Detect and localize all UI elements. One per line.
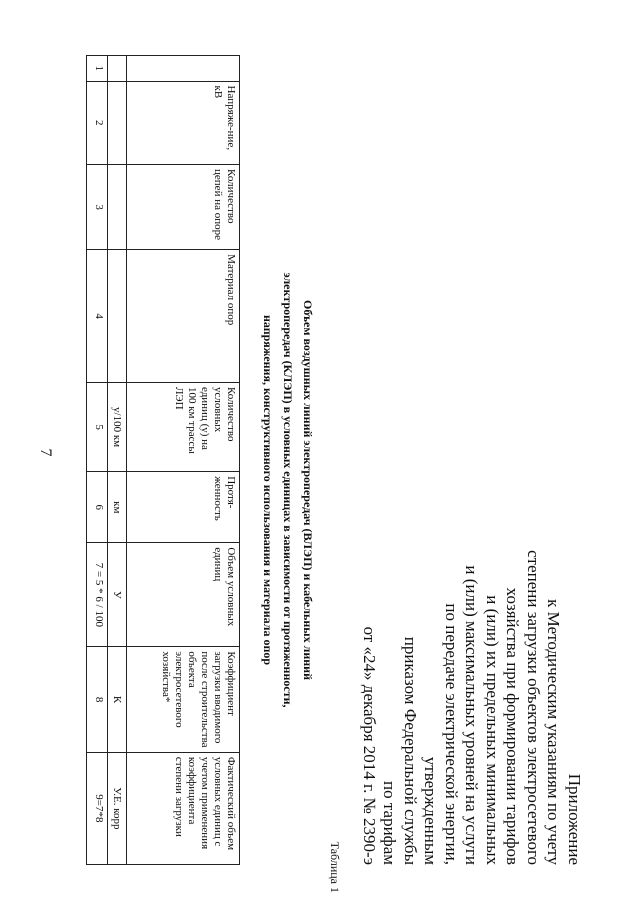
unit-cell: у/100 км xyxy=(108,382,127,471)
number-cell: 9=7*8 xyxy=(87,752,108,864)
units-row xyxy=(108,56,127,865)
header-cell: Количество условных единиц (у) на 100 км трассы ЛЭП xyxy=(127,382,240,471)
header-row xyxy=(127,56,240,865)
unit-cell: У xyxy=(108,543,127,647)
appendix-line: от «24» декабря 2014 г. № 2390-э xyxy=(360,626,379,865)
number-cell: 5 xyxy=(87,382,108,471)
unit-cell: У.Е. корр xyxy=(108,752,127,864)
header-cell: Объем условных единиц xyxy=(127,543,240,647)
page-number: 7 xyxy=(37,448,54,457)
number-cell: 8 xyxy=(87,647,108,753)
data-table xyxy=(86,55,240,865)
appendix-line: хозяйства при формировании тарифов xyxy=(503,587,523,865)
unit-cell xyxy=(108,165,127,250)
appendix-line: и (или) их предельных минимальных xyxy=(483,595,502,865)
number-cell: 7 = 5 * 6 / 100 xyxy=(87,543,108,647)
header-cell xyxy=(127,56,240,82)
appendix-line: степени загрузки объектов электросетевого xyxy=(524,550,543,865)
appendix-line: и (или) максимальных уровней на услуги xyxy=(462,565,482,865)
number-cell: 4 xyxy=(87,250,108,383)
title-line: Объем воздушных линий электропередач (ВЛЭП) и кабельных линий xyxy=(301,299,315,681)
appendix-line: утвержденным xyxy=(421,756,441,865)
header-cell: Протя-женность xyxy=(127,472,240,543)
unit-cell: км xyxy=(108,472,127,543)
title-line: напряжения, конструктивного использования и материала опор xyxy=(261,314,275,666)
table-title xyxy=(258,220,318,760)
title-line: электропередач (КЛЭП) в условных единицах в зависимости от протяженности, xyxy=(281,272,295,708)
appendix-line: к Методическим указаниям по учету xyxy=(544,599,564,865)
header-cell: Фактический объем условных единиц с учетом применения коэффициента степени загрузки xyxy=(127,752,240,864)
header-cell: Напряже-ние, кВ xyxy=(127,81,240,164)
header-cell: Материал опор xyxy=(127,250,240,383)
unit-cell xyxy=(108,250,127,383)
header-cell: Коэффициент загрузки вводимого после строительства объекта электросетевого хозяйства* xyxy=(127,647,240,753)
number-cell: 1 xyxy=(87,56,108,82)
appendix-line: по тарифам xyxy=(380,781,400,865)
unit-cell: К xyxy=(108,647,127,753)
number-cell: 6 xyxy=(87,472,108,543)
appendix-line: приказом Федеральной службы xyxy=(401,636,420,865)
appendix-line: по передаче электрической энергии, xyxy=(442,603,461,865)
number-cell: 3 xyxy=(87,165,108,250)
column-number-row xyxy=(87,56,108,865)
appendix-line: Приложение xyxy=(565,773,584,865)
unit-cell xyxy=(108,81,127,164)
header-cell: Количество цепей на опоре xyxy=(127,165,240,250)
unit-cell xyxy=(108,56,127,82)
appendix-block xyxy=(359,550,585,865)
number-cell: 2 xyxy=(87,81,108,164)
table-label: Таблица 1 xyxy=(328,841,342,893)
